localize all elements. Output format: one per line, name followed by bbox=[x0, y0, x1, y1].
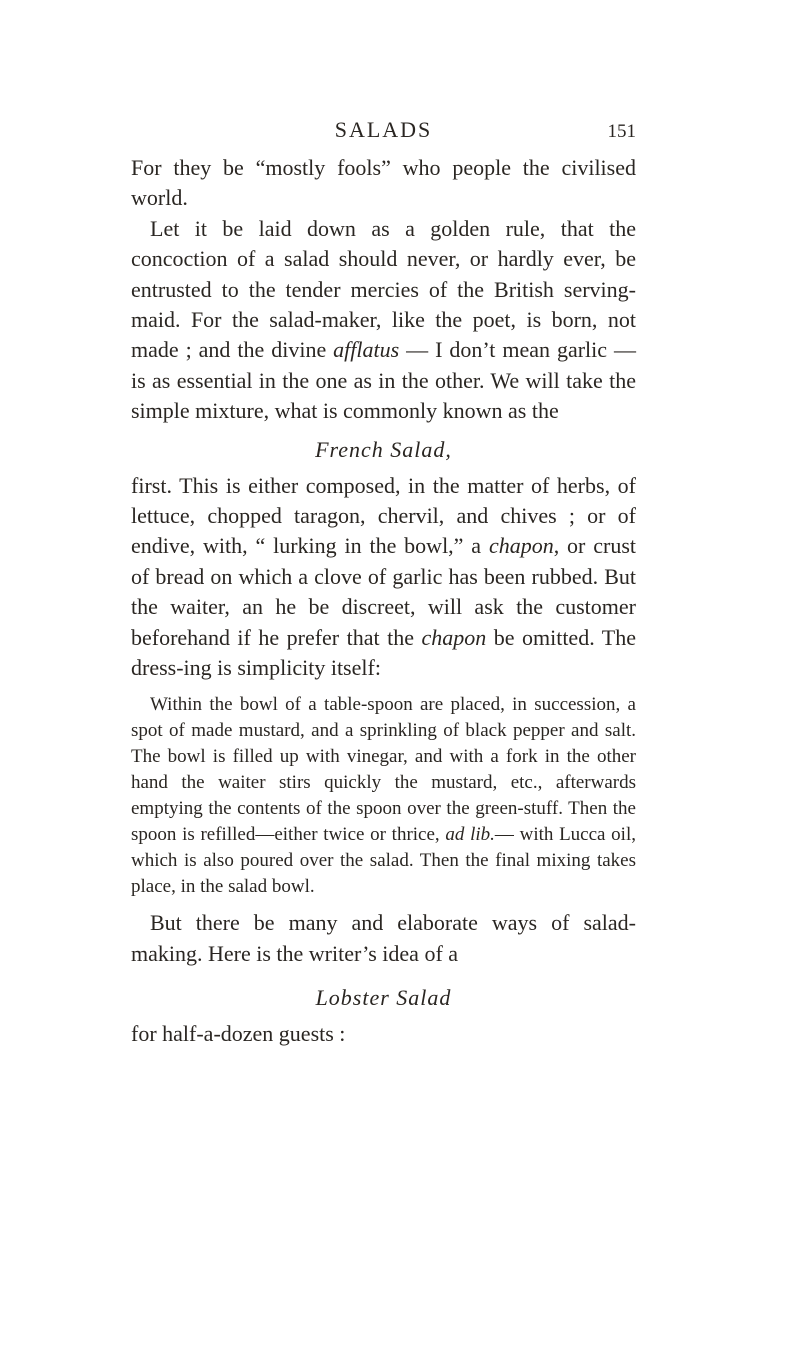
paragraph-elaborate-ways: But there be many and elaborate ways of salad-making. Here is the writer’s idea of a bbox=[131, 910, 636, 966]
text-run: — with Lucca oil, which is also poured over the salad. Then the final mixing takes place, in the salad bowl. bbox=[131, 823, 636, 898]
text-run: first. This is either composed, in the matter of herbs, of lettuce, chopped taragon, chervil, and chives ; or of endive, with, “ lurking in the bowl,” a bbox=[131, 472, 636, 559]
running-title: SALADS bbox=[334, 117, 433, 142]
italic-chapon: chapon bbox=[421, 624, 487, 650]
recipe-dressing bbox=[131, 692, 636, 901]
text-run: , or crust of bread on which a clove of garlic has been rubbed. But the waiter, an he be discreet, will ask the customer beforehand if he prefer that the bbox=[131, 533, 637, 650]
text-run: Within the bowl of a table-spoon are placed, in succession, a spot of made mustard, and a sprinkling of black pepper and salt. The bowl is filled up with vinegar, and with a fork in the other hand the waiter stirs quickly the mustard, etc., afterwards emptying the contents of the spoon over the green-stuff. Then the spoon is refilled—either twice or thrice, bbox=[131, 693, 636, 845]
page-number: 151 bbox=[607, 121, 636, 142]
paragraph-golden-rule bbox=[131, 214, 636, 427]
text-run: be omitted. The dress-ing is simplicity itself: bbox=[131, 624, 636, 681]
italic-afflatus: afflatus bbox=[333, 337, 400, 363]
heading-lobster-salad: Lobster Salad bbox=[315, 985, 452, 1011]
italic-chapon: chapon bbox=[488, 533, 554, 559]
text-run: — I don’t mean garlic — is as essential in the one as in the other. We will take the simple mixture, what is commonly known as the bbox=[131, 337, 637, 424]
running-head bbox=[131, 117, 636, 151]
paragraph-french-salad bbox=[131, 471, 636, 684]
paragraph-guests: for half-a-dozen guests : bbox=[131, 1021, 346, 1047]
italic-ad-lib: ad lib. bbox=[445, 823, 495, 845]
heading-french-salad: French Salad, bbox=[315, 436, 452, 462]
text-block bbox=[131, 153, 636, 1049]
paragraph-opening: For they be “mostly fools” who people the civilised world. bbox=[131, 155, 636, 211]
text-run: Let it be laid down as a golden rule, that the concoction of a salad should never, or hardly ever, be entrusted to the tender mercies of the British serving-maid. For the salad-maker, like the poet, is born, not made ; and the divine bbox=[131, 215, 636, 363]
